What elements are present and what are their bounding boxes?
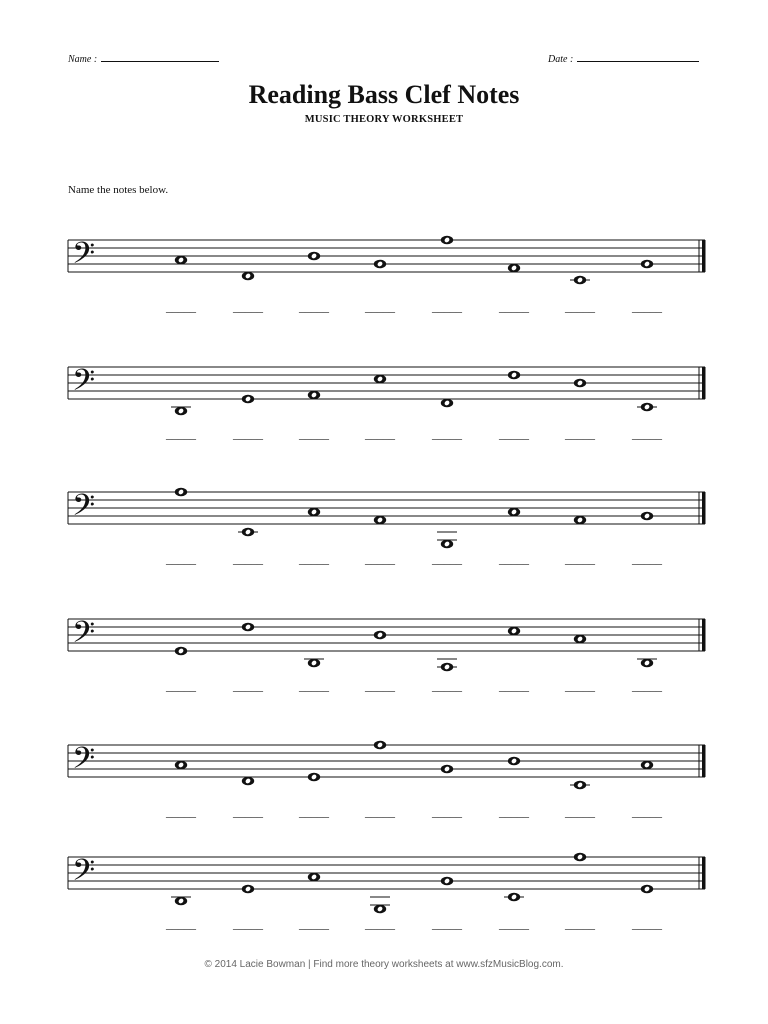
- whole-note: [242, 272, 254, 281]
- answer-blank[interactable]: _____: [299, 427, 329, 441]
- answer-blank[interactable]: _____: [565, 805, 595, 819]
- whole-note: [175, 761, 187, 770]
- answer-blank[interactable]: _____: [432, 552, 462, 566]
- whole-note: [242, 885, 254, 894]
- whole-note: [441, 663, 453, 672]
- whole-note: [508, 508, 520, 517]
- answer-blank[interactable]: _____: [299, 300, 329, 314]
- answer-blank[interactable]: _____: [432, 917, 462, 931]
- whole-note: [374, 631, 386, 640]
- final-barline-thick: [702, 492, 706, 524]
- whole-note: [574, 853, 586, 862]
- answer-blank[interactable]: _____: [499, 679, 529, 693]
- answer-blank[interactable]: _____: [565, 679, 595, 693]
- whole-note: [574, 781, 586, 790]
- answer-blank[interactable]: _____: [299, 679, 329, 693]
- staff-system: [68, 741, 706, 819]
- whole-note: [374, 741, 386, 750]
- staff-system: [68, 853, 706, 931]
- footer-credit: © 2014 Lacie Bowman | Find more theory worksheets at www.sfzMusicBlog.com.: [204, 959, 564, 970]
- bass-clef-icon: 𝄢: [72, 489, 96, 530]
- whole-note: [641, 659, 653, 668]
- answer-blank[interactable]: _____: [233, 805, 263, 819]
- staff-system: [68, 364, 706, 441]
- whole-note: [641, 885, 653, 894]
- whole-note: [641, 403, 653, 412]
- answer-blank[interactable]: _____: [299, 552, 329, 566]
- whole-note: [508, 627, 520, 636]
- answer-blank[interactable]: _____: [166, 679, 196, 693]
- final-barline-thick: [702, 745, 706, 777]
- answer-blank[interactable]: _____: [166, 805, 196, 819]
- whole-note: [574, 516, 586, 525]
- whole-note: [641, 761, 653, 770]
- answer-blank[interactable]: _____: [632, 300, 662, 314]
- answer-blank[interactable]: _____: [233, 300, 263, 314]
- staff-system: [68, 488, 706, 566]
- whole-note: [242, 528, 254, 537]
- answer-blank[interactable]: _____: [565, 552, 595, 566]
- answer-blank[interactable]: _____: [166, 300, 196, 314]
- answer-blank[interactable]: _____: [565, 300, 595, 314]
- whole-note: [508, 757, 520, 766]
- answer-blank[interactable]: _____: [233, 552, 263, 566]
- bass-clef-icon: 𝄢: [72, 237, 96, 278]
- answer-blank[interactable]: _____: [632, 805, 662, 819]
- answer-blank[interactable]: _____: [499, 917, 529, 931]
- whole-note: [441, 877, 453, 886]
- whole-note: [374, 905, 386, 914]
- answer-blank[interactable]: _____: [432, 300, 462, 314]
- staff-system: [68, 616, 706, 693]
- answer-blank[interactable]: _____: [565, 427, 595, 441]
- whole-note: [308, 659, 320, 668]
- answer-blank[interactable]: _____: [365, 917, 395, 931]
- answer-blank[interactable]: _____: [233, 679, 263, 693]
- name-label: Name :: [68, 54, 98, 65]
- whole-note: [508, 264, 520, 273]
- answer-blank[interactable]: _____: [299, 805, 329, 819]
- answer-blank[interactable]: _____: [365, 679, 395, 693]
- whole-note: [641, 260, 653, 269]
- answer-blank[interactable]: _____: [632, 917, 662, 931]
- whole-note: [175, 488, 187, 497]
- whole-note: [374, 260, 386, 269]
- staff-system: [68, 236, 706, 314]
- answer-blank[interactable]: _____: [432, 427, 462, 441]
- final-barline-thick: [702, 619, 706, 651]
- whole-note: [175, 647, 187, 656]
- whole-note: [175, 897, 187, 906]
- instructions-text: Name the notes below.: [68, 184, 169, 196]
- whole-note: [508, 893, 520, 902]
- whole-note: [242, 777, 254, 786]
- whole-note: [574, 379, 586, 388]
- answer-blank[interactable]: _____: [632, 552, 662, 566]
- answer-blank[interactable]: _____: [166, 427, 196, 441]
- whole-note: [175, 407, 187, 416]
- bass-clef-icon: 𝄢: [72, 742, 96, 783]
- answer-blank[interactable]: _____: [499, 805, 529, 819]
- whole-note: [441, 236, 453, 245]
- worksheet-title: Reading Bass Clef Notes: [248, 80, 520, 109]
- answer-blank[interactable]: _____: [499, 552, 529, 566]
- whole-note: [508, 371, 520, 380]
- date-label: Date :: [548, 54, 574, 65]
- whole-note: [374, 516, 386, 525]
- worksheet-subtitle: MUSIC THEORY WORKSHEET: [304, 114, 464, 125]
- whole-note: [441, 399, 453, 408]
- whole-note: [308, 508, 320, 517]
- whole-note: [574, 635, 586, 644]
- answer-blank[interactable]: _____: [565, 917, 595, 931]
- final-barline-thick: [702, 367, 706, 399]
- bass-clef-icon: 𝄢: [72, 364, 96, 405]
- answer-blank[interactable]: _____: [365, 805, 395, 819]
- whole-note: [308, 773, 320, 782]
- whole-note: [308, 873, 320, 882]
- answer-blank[interactable]: _____: [432, 679, 462, 693]
- whole-note: [441, 540, 453, 549]
- whole-note: [242, 395, 254, 404]
- whole-note: [574, 276, 586, 285]
- whole-note: [308, 391, 320, 400]
- final-barline-thick: [702, 857, 706, 889]
- answer-blank[interactable]: _____: [166, 552, 196, 566]
- answer-blank[interactable]: _____: [499, 427, 529, 441]
- whole-note: [441, 765, 453, 774]
- answer-blank[interactable]: _____: [632, 679, 662, 693]
- answer-blank[interactable]: _____: [499, 300, 529, 314]
- answer-blank[interactable]: _____: [365, 552, 395, 566]
- whole-note: [641, 512, 653, 521]
- bass-clef-icon: 𝄢: [72, 854, 96, 895]
- whole-note: [374, 375, 386, 384]
- whole-note: [308, 252, 320, 261]
- answer-blank[interactable]: _____: [365, 427, 395, 441]
- answer-blank[interactable]: _____: [233, 917, 263, 931]
- answer-blank[interactable]: _____: [432, 805, 462, 819]
- bass-clef-icon: 𝄢: [72, 616, 96, 657]
- whole-note: [175, 256, 187, 265]
- answer-blank[interactable]: _____: [166, 917, 196, 931]
- answer-blank[interactable]: _____: [632, 427, 662, 441]
- answer-blank[interactable]: _____: [365, 300, 395, 314]
- answer-blank[interactable]: _____: [299, 917, 329, 931]
- whole-note: [242, 623, 254, 632]
- answer-blank[interactable]: _____: [233, 427, 263, 441]
- final-barline-thick: [702, 240, 706, 272]
